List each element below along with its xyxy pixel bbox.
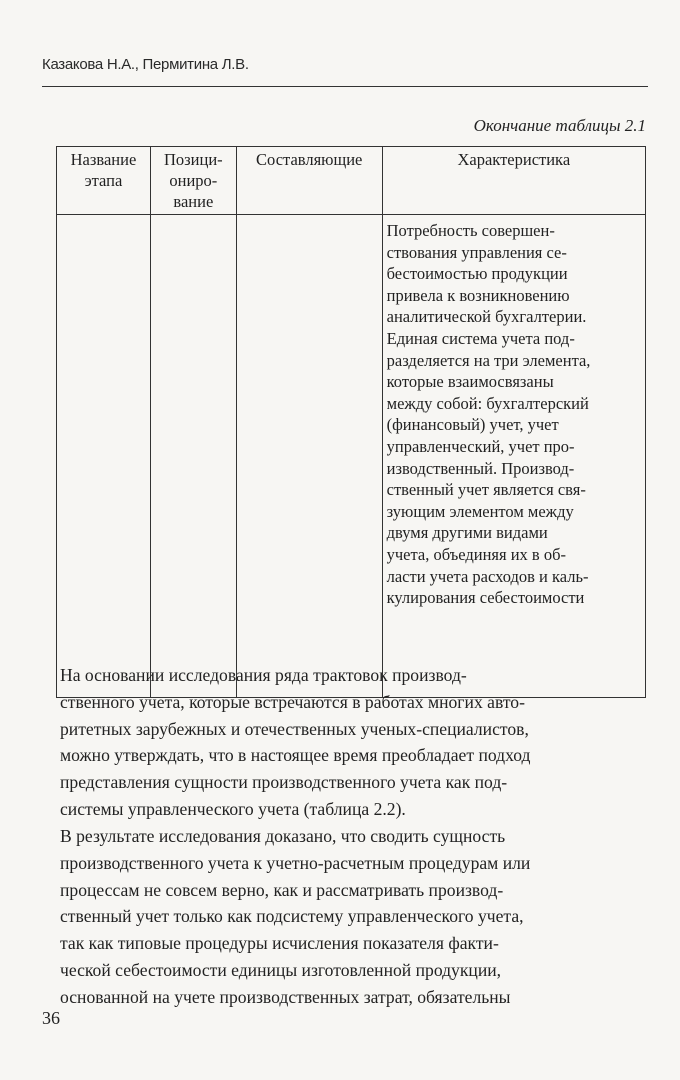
page-number: 36 <box>42 1008 60 1028</box>
running-head: Казакова Н.А., Пермитина Л.В. <box>42 56 249 73</box>
table-header-row <box>57 147 646 215</box>
column-header-characteristic: Характеристика <box>382 147 645 215</box>
body-paragraph: В результате исследования доказано, что сводить сущность производственного учета к учетно-расчетным процедурам или процессам не совсем верно, как и рассматривать производ- ственный учет только как подсистему управленческого учета, так как типовые процедуры исчисления показателя факти- ческой себестоимости единицы изготовленной продукции, основанной на учете производственных затрат, обязательны <box>60 826 531 1007</box>
table-row <box>57 215 646 698</box>
column-header-positioning: Позици- ониро- вание <box>150 147 236 215</box>
table-cell-components <box>236 215 382 698</box>
data-table <box>56 146 646 698</box>
table-cell-characteristic: Потребность совершен- ствования управления се- бестоимостью продукции привела к возникновению аналитической бухгалтерии. Единая система учета под- разделяется на три элемента, которые взаимосвязаны между собой: бухгалтерский (финансовый) учет, учет управленческий, учет про- изводственный. Производ- ственный учет является свя- зующим элементом между двумя другими видами учета, объединяя их в об- ласти учета расходов и каль- кулирования себестоимости <box>382 215 645 698</box>
table-cell-stage-name <box>57 215 151 698</box>
header-rule <box>42 86 648 87</box>
body-paragraph: На основании исследования ряда трактовок производ- ственного учета, которые встречаются в работах многих авто- ритетных зарубежных и отечественных ученых-специалистов, можно утверждать, что в настоящее время преобладает подход представления сущности производственного учета как под- системы управленческого учета (таблица 2.2). <box>60 665 531 819</box>
column-header-stage-name: Название этапа <box>57 147 151 215</box>
column-header-components: Составляющие <box>236 147 382 215</box>
table-cell-positioning <box>150 215 236 698</box>
table-caption: Окончание таблицы 2.1 <box>473 116 646 135</box>
